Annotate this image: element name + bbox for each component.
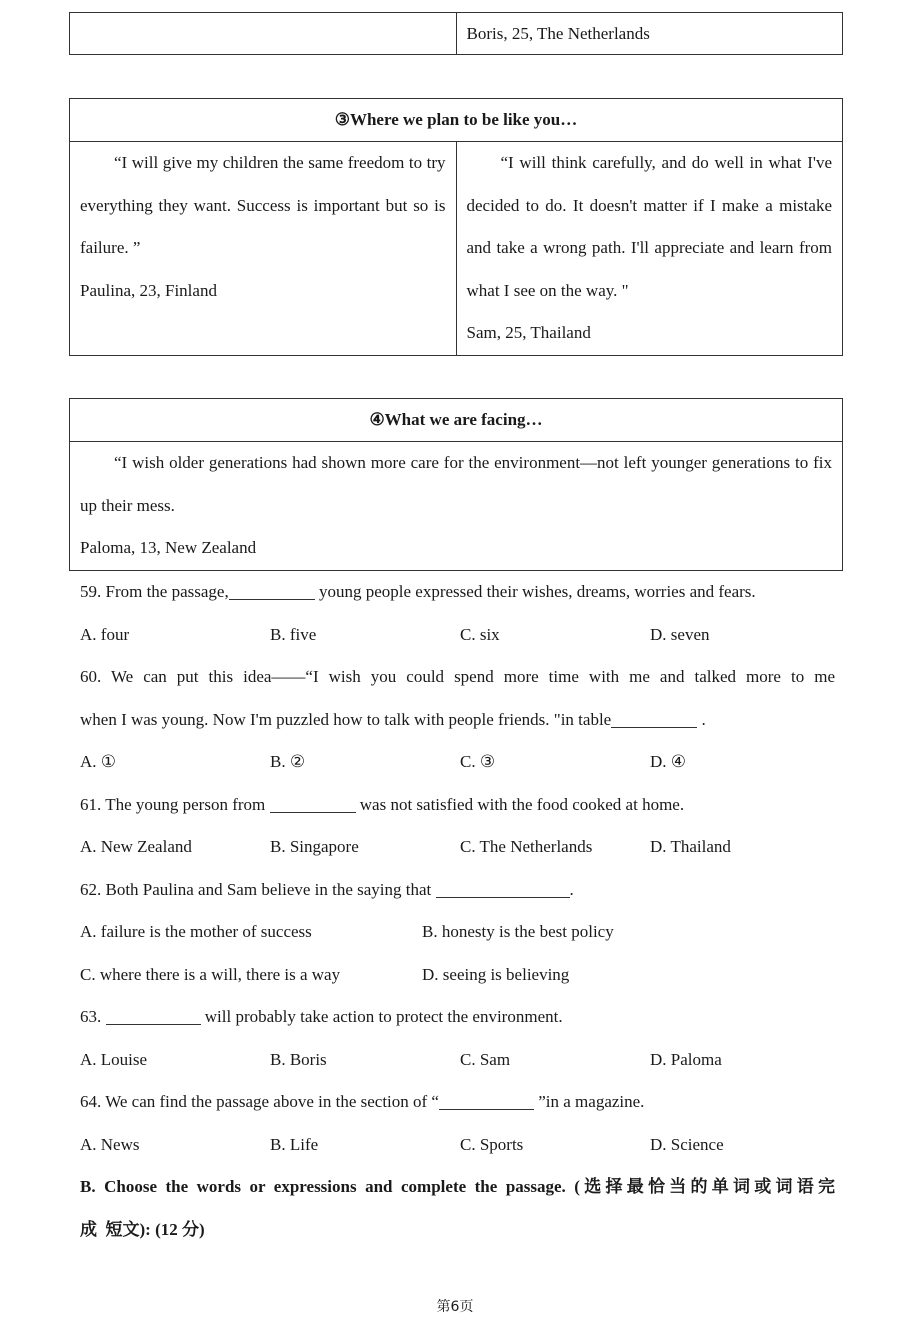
option-d: D. seeing is believing — [422, 965, 570, 984]
question-61: 61. The young person from was not satisfied with the food cooked at home. — [80, 795, 685, 814]
answer-blank — [229, 582, 315, 600]
top-table-right-cell: Boris, 25, The Netherlands — [456, 13, 843, 55]
options-61 — [80, 826, 840, 869]
options-60 — [80, 741, 840, 784]
option-c: C. where there is a will, there is a way — [80, 965, 341, 984]
option-c: C. Sports — [460, 1135, 524, 1154]
options-62-row1 — [80, 911, 840, 954]
table-plan-header: ③Where we plan to be like you… — [70, 99, 843, 142]
option-a: A. New Zealand — [80, 837, 192, 856]
option-c: C. ③ — [460, 752, 496, 771]
option-d: D. Paloma — [650, 1050, 722, 1069]
option-b: B. Boris — [270, 1050, 327, 1069]
answer-blank — [106, 1007, 201, 1025]
option-b: B. Life — [270, 1135, 319, 1154]
option-c: C. Sam — [460, 1050, 511, 1069]
quote-paloma: “I wish older generations had shown more care for the environment—not left younger generations to fix up their mess. — [80, 453, 832, 515]
option-d: D. Science — [650, 1135, 724, 1154]
question-60-line2: when I was young. Now I'm puzzled how to talk with people friends. "in table . — [80, 710, 706, 729]
answer-blank — [436, 880, 570, 898]
question-64: 64. We can find the passage above in the section of “ ”in a magazine. — [80, 1092, 645, 1111]
table-plan — [69, 98, 843, 356]
page-number: 第6页 — [436, 1299, 474, 1315]
table-facing-cell — [70, 442, 843, 571]
option-b: B. honesty is the best policy — [422, 922, 614, 941]
author-paloma: Paloma, 13, New Zealand — [80, 538, 257, 557]
table-plan-right-cell — [456, 142, 843, 356]
option-d: D. Thailand — [650, 837, 731, 856]
option-a: A. failure is the mother of success — [80, 922, 312, 941]
option-b: B. Singapore — [270, 837, 359, 856]
option-a: A. ① — [80, 752, 117, 771]
options-62-row2 — [80, 954, 840, 997]
section-b-heading — [80, 1166, 835, 1251]
option-c: C. six — [460, 625, 500, 644]
table-plan-left-cell — [70, 142, 457, 356]
option-b: B. ② — [270, 752, 306, 771]
option-a: A. four — [80, 625, 130, 644]
top-table-left-cell — [70, 13, 457, 55]
question-62: 62. Both Paulina and Sam believe in the saying that . — [80, 880, 574, 899]
question-63: 63. will probably take action to protect the environment. — [80, 1007, 563, 1026]
answer-blank — [270, 795, 356, 813]
question-59: 59. From the passage, young people expressed their wishes, dreams, worries and fears. — [80, 582, 756, 601]
options-64 — [80, 1124, 840, 1167]
section-b-line2: 成 短文): (12 分) — [80, 1219, 205, 1239]
answer-blank — [611, 710, 697, 728]
option-a: A. Louise — [80, 1050, 148, 1069]
quote-sam: “I will think carefully, and do well in what I've decided to do. It doesn't matter if I make a mistake and take a wrong path. I'll appreciate and learn from what I see on the way. " — [466, 153, 832, 300]
question-60-line1: 60. We can put this idea——“I wish you could spend more time with me and talked more to me — [80, 667, 835, 686]
table-facing-header: ④What we are facing… — [70, 399, 843, 442]
top-table — [69, 12, 843, 55]
option-d: D. seven — [650, 625, 710, 644]
option-b: B. five — [270, 625, 317, 644]
author-paulina: Paulina, 23, Finland — [80, 280, 217, 300]
option-c: C. The Netherlands — [460, 837, 593, 856]
quote-paulina: “I will give my children the same freedom to try everything they want. Success is important but so is failure. ” — [80, 153, 446, 257]
table-facing — [69, 398, 843, 571]
answer-blank — [439, 1092, 534, 1110]
author-sam: Sam, 25, Thailand — [466, 323, 591, 342]
option-a: A. News — [80, 1135, 140, 1154]
option-d: D. ④ — [650, 752, 687, 771]
options-59 — [80, 614, 840, 657]
section-b-line1: B. Choose the words or expressions and complete the passage. (选择最恰当的单词或词语完 — [80, 1177, 835, 1196]
options-63 — [80, 1039, 840, 1082]
